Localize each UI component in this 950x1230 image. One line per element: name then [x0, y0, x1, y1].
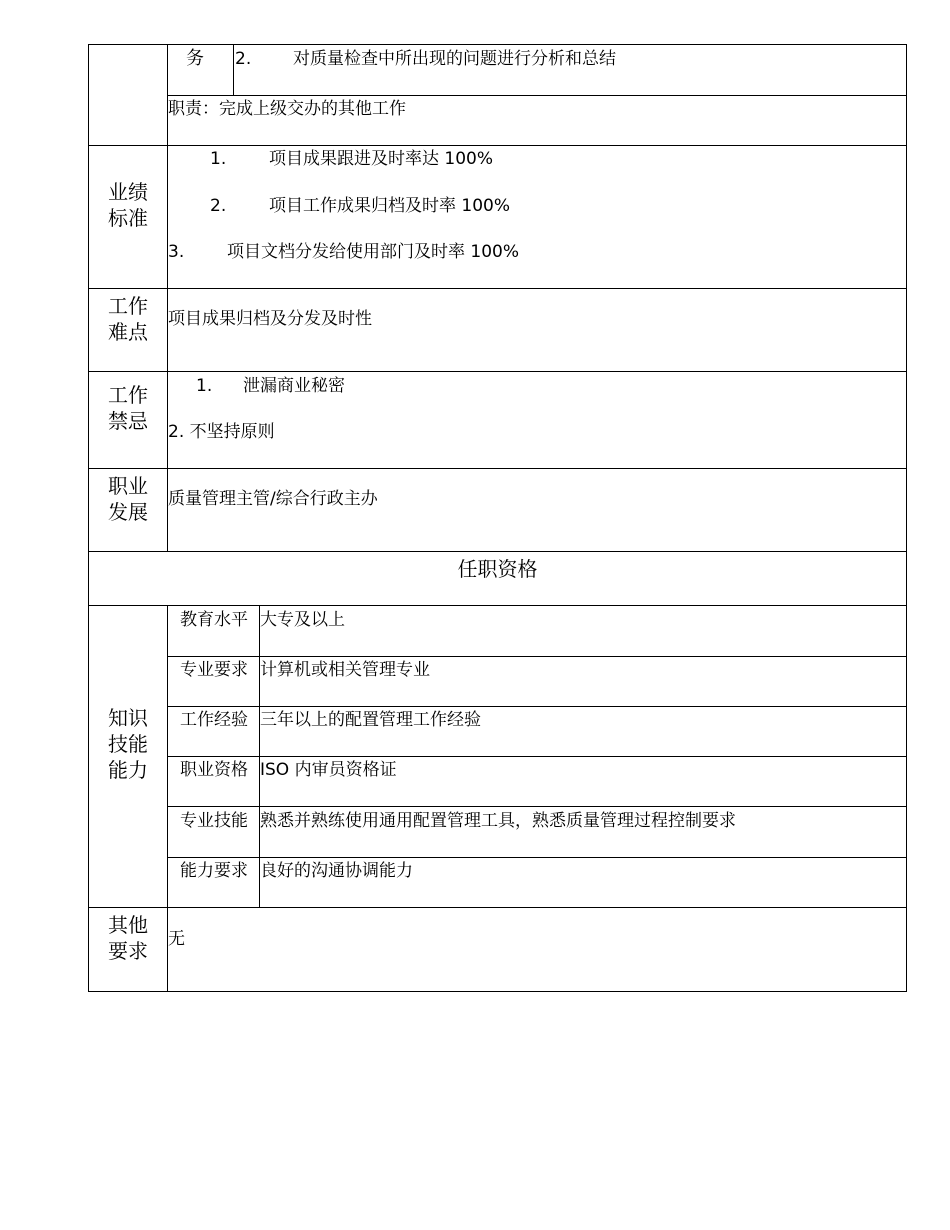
- career-label-line1: 职业: [108, 474, 148, 498]
- knowledge-value: 计算机或相关管理专业: [260, 660, 430, 680]
- other-text: 无: [168, 929, 185, 949]
- difficulty-label: [88, 293, 168, 345]
- career-label: [88, 473, 168, 525]
- career-text: 质量管理主管/综合行政主办: [168, 489, 378, 509]
- knowledge-value: 熟悉并熟练使用通用配置管理工具，熟悉质量管理过程控制要求: [260, 811, 736, 831]
- performance-label-line2: 标准: [108, 206, 148, 230]
- knowledge-label-line2: 技能: [108, 732, 148, 756]
- knowledge-label-line3: 能力: [108, 758, 148, 782]
- other-duty-text: 职责：完成上级交办的其他工作: [168, 99, 406, 119]
- taboo-item-1-number: 1.: [196, 376, 213, 396]
- taboo-item-2: 2. 不坚持原则: [168, 422, 275, 442]
- qualification-title: 任职资格: [457, 557, 538, 581]
- taboo-label: [88, 382, 168, 434]
- knowledge-value: 大专及以上: [260, 610, 345, 630]
- taboo-label-line2: 禁忌: [108, 409, 148, 433]
- performance-item-3-text: 项目文档分发给使用部门及时率 100%: [227, 242, 520, 262]
- knowledge-key: 工作经验: [180, 710, 248, 730]
- taboo-label-line1: 工作: [108, 383, 148, 407]
- duty-item-text: 对质量检查中所出现的问题进行分析和总结: [293, 49, 616, 69]
- performance-item-3-number: 3.: [168, 242, 185, 262]
- difficulty-label-line2: 难点: [108, 320, 148, 344]
- performance-label: [88, 179, 168, 231]
- knowledge-key: 专业要求: [180, 660, 248, 680]
- career-label-line2: 发展: [108, 500, 148, 524]
- other-label-line1: 其他: [108, 913, 148, 937]
- performance-label-line1: 业绩: [108, 180, 148, 204]
- knowledge-key: 教育水平: [180, 610, 248, 630]
- performance-item-2-text: 项目工作成果归档及时率 100%: [269, 196, 511, 216]
- knowledge-value: ISO 内审员资格证: [260, 760, 397, 780]
- taboo-item-1-text: 泄漏商业秘密: [243, 376, 345, 396]
- knowledge-key: 职业资格: [180, 760, 248, 780]
- knowledge-key: 专业技能: [180, 811, 248, 831]
- performance-item-1-number: 1.: [210, 149, 227, 169]
- knowledge-key: 能力要求: [180, 861, 248, 881]
- performance-item-2-number: 2.: [210, 196, 227, 216]
- knowledge-value: 良好的沟通协调能力: [260, 861, 413, 881]
- other-label: [88, 912, 168, 964]
- difficulty-text: 项目成果归档及分发及时性: [168, 309, 372, 329]
- knowledge-value: 三年以上的配置管理工作经验: [260, 710, 481, 730]
- other-label-line2: 要求: [108, 939, 148, 963]
- knowledge-label-line1: 知识: [108, 706, 148, 730]
- performance-item-1-text: 项目成果跟进及时率达 100%: [269, 149, 494, 169]
- knowledge-label: [88, 705, 168, 783]
- difficulty-label-line1: 工作: [108, 294, 148, 318]
- duty-cell-char: 务: [186, 48, 204, 69]
- duty-item-number: 2.: [235, 49, 252, 69]
